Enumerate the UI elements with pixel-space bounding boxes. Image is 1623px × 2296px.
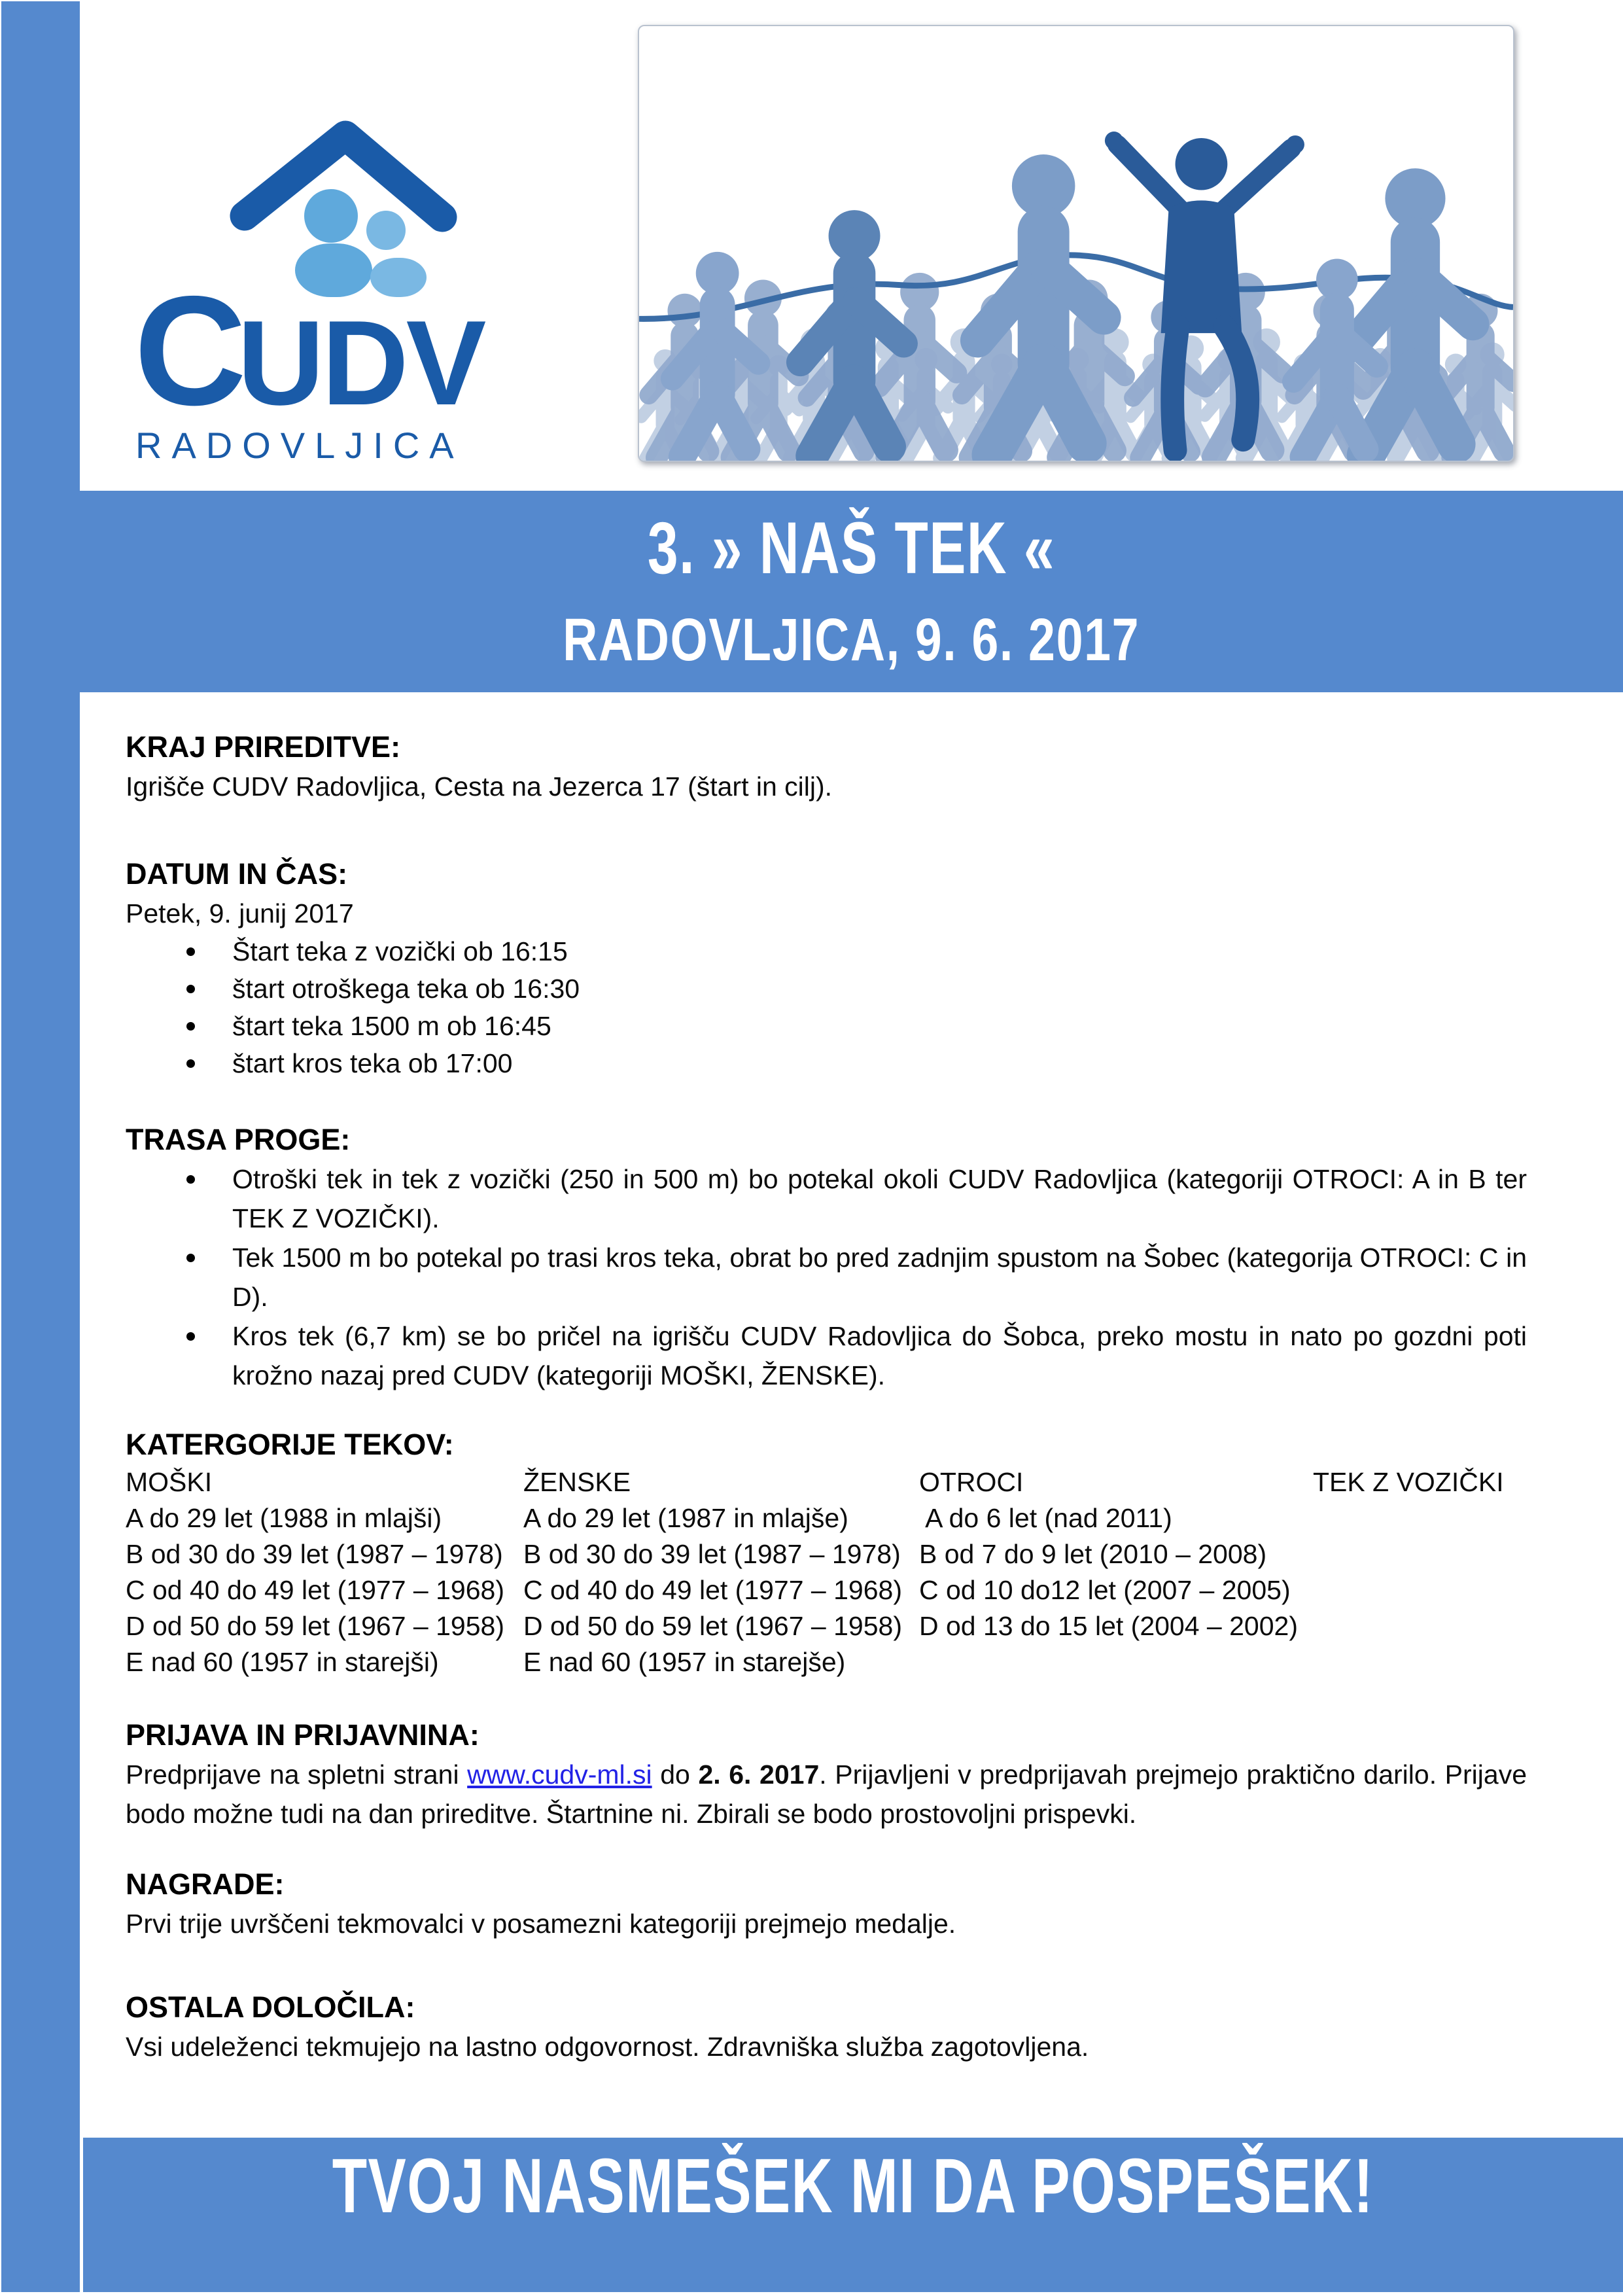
categories-table (126, 1464, 1527, 1680)
slogan-text: TVOJ NASMEŠEK MI DA POSPEŠEK! (332, 2143, 1374, 2229)
section-datum-in-cas (126, 855, 1527, 1082)
prijava-body: Predprijave na spletni strani www.cudv-ml.si do 2. 6. 2017. Prijavljeni v predprijavah prejmejo praktično darilo. Prijave bodo možne tudi na dan prireditve. Štartnine ni. Zbirali se bodo prostovoljni prispevki. (126, 1759, 1527, 1829)
category-column-vozicki: TEK Z VOZIČKI (1313, 1467, 1504, 1497)
ostala-body: Vsi udeleženci tekmujejo na lastno odgovornost. Zdravniška služba zagotovljena. (126, 2032, 1089, 2062)
deadline-date: 2. 6. 2017 (698, 1759, 820, 1790)
section-kraj-prireditve (126, 728, 1527, 806)
start-times-list (126, 933, 1527, 1082)
cudv-logo (134, 118, 484, 466)
list-item: štart otroškega teka ob 16:30 (126, 970, 1527, 1008)
section-prijava (126, 1716, 1527, 1833)
logo-city-label: RADOVLJICA (135, 425, 464, 466)
course-description-list (126, 1159, 1527, 1395)
logo-letter-c: C (134, 264, 241, 438)
category-column-otroci: OTROCI A do 6 let (nad 2011) B od 7 do 9 let (2010 – 2008) C od 10 do12 let (2007 – 2005) D od 13 do 15 let (2004 – 2002) (919, 1467, 1298, 1641)
slogan-banner (83, 2138, 1623, 2292)
trasa-heading: TRASA PROGE: (126, 1123, 351, 1156)
datum-heading: DATUM IN ČAS: (126, 857, 348, 891)
flyer-content (126, 728, 1527, 2066)
event-subtitle: RADOVLJICA, 9. 6. 2017 (563, 607, 1140, 673)
list-item: štart teka 1500 m ob 16:45 (126, 1008, 1527, 1045)
section-nagrade (126, 1865, 1527, 1943)
section-ostala-dolocila (126, 1988, 1527, 2066)
kraj-body: Igrišče CUDV Radovljica, Cesta na Jezerca 17 (štart in cilj). (126, 771, 833, 802)
kategorije-heading: KATERGORIJE TEKOV: (126, 1428, 454, 1461)
nagrade-heading: NAGRADE: (126, 1867, 285, 1901)
event-title: 3. » NAŠ TEK « (647, 507, 1056, 589)
list-item: štart kros teka ob 17:00 (126, 1045, 1527, 1082)
section-trasa-proge (126, 1120, 1527, 1395)
list-item: Tek 1500 m bo potekal po trasi kros teka, obrat bo pred zadnjim spustom na Šobec (kategorija OTROCI: C in D). (126, 1238, 1527, 1316)
prijava-heading: PRIJAVA IN PRIJAVNINA: (126, 1718, 480, 1752)
list-item: Kros tek (6,7 km) se bo pričel na igrišču CUDV Radovljica do Šobca, preko mostu in nato po gozdni poti krožno nazaj pred CUDV (kategoriji MOŠKI, ŽENSKE). (126, 1316, 1527, 1395)
datum-intro: Petek, 9. junij 2017 (126, 898, 354, 928)
category-column-zenske: ŽENSKE A do 29 let (1987 in mlajše) B od 30 do 39 let (1987 – 1978) C od 40 do 49 let (1977 – 1968) D od 50 do 59 let (1967 – 1958) E nad 60 (1957 in starejše) (523, 1467, 902, 1677)
left-accent-strip (1, 1, 80, 2292)
section-kategorije-tekov (126, 1425, 1527, 1680)
kraj-heading: KRAJ PRIREDITVE: (126, 730, 401, 764)
category-column-moski: MOŠKI A do 29 let (1988 in mlajši) B od 30 do 39 let (1987 – 1978) C od 40 do 49 let (1977 – 1968) D od 50 do 59 let (1967 – 1958) E nad 60 (1957 in starejši) (126, 1467, 504, 1677)
nagrade-body: Prvi trije uvrščeni tekmovalci v posamezni kategoriji prejmejo medalje. (126, 1909, 956, 1939)
title-banner (80, 491, 1623, 692)
runners-illustration (639, 26, 1513, 461)
ostala-heading: OSTALA DOLOČILA: (126, 1990, 415, 2024)
logo-wordmark (134, 264, 484, 438)
runners-finish-image (638, 25, 1514, 462)
list-item: Štart teka z vozički ob 16:15 (126, 933, 1527, 970)
cudv-website-link[interactable]: www.cudv-ml.si (467, 1759, 652, 1790)
list-item: Otroški tek in tek z vozički (250 in 500 m) bo potekal okoli CUDV Radovljica (kategoriji OTROCI: A in B ter TEK Z VOZIČKI). (126, 1159, 1527, 1238)
logo-letters-udv: UDV (237, 295, 484, 430)
